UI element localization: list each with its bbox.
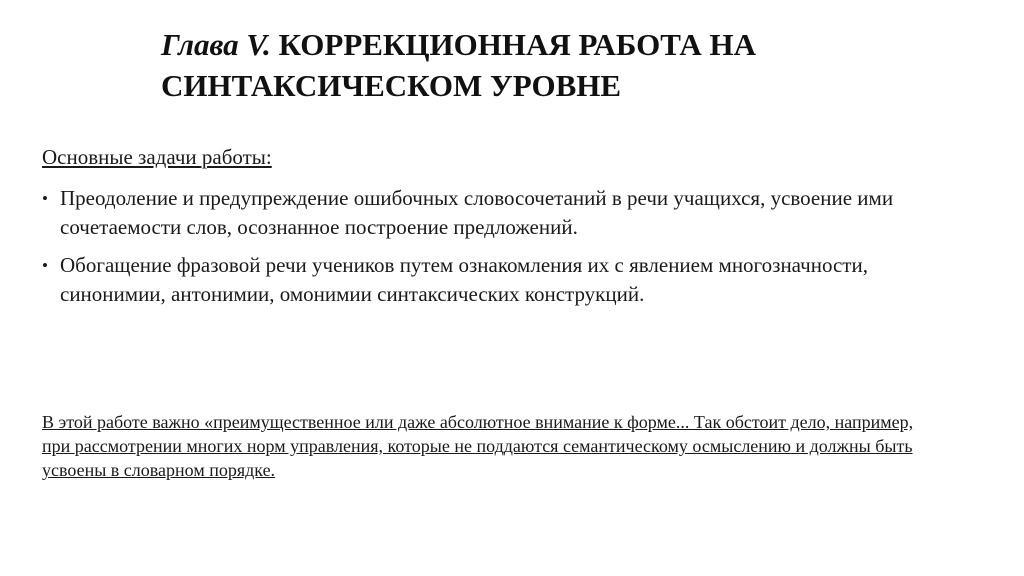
slide-title: [161, 24, 921, 106]
list-item-text: Обогащение фразовой речи учеников путем ознакомления их с явлением многозначности, синонимии, антонимии, омонимии синтаксических конструкций.: [60, 253, 868, 306]
bullet-icon: •: [42, 189, 48, 208]
title-chapter: Глава V.: [161, 27, 271, 62]
quote-note: В этой работе важно «преимущественное или даже абсолютное внимание к форме... Так обстоит дело, например, при рассмотрении многих норм управления, которые не поддаются семантическому осмыслению и должны быть усвоены в словарном порядке.: [42, 412, 914, 480]
tasks-heading: Основные задачи работы:: [42, 145, 272, 169]
tasks-list: [42, 184, 902, 318]
list-item: [42, 184, 902, 242]
bullet-icon: •: [42, 256, 48, 275]
list-item-text: Преодоление и предупреждение ошибочных словосочетаний в речи учащихся, усвоение ими сочетаемости слов, осознанное построение предложений.: [60, 186, 894, 239]
list-item: [42, 251, 902, 309]
title-main: КОРРЕКЦИОННАЯ РАБОТА НА СИНТАКСИЧЕСКОМ УРОВНЕ: [161, 27, 757, 103]
